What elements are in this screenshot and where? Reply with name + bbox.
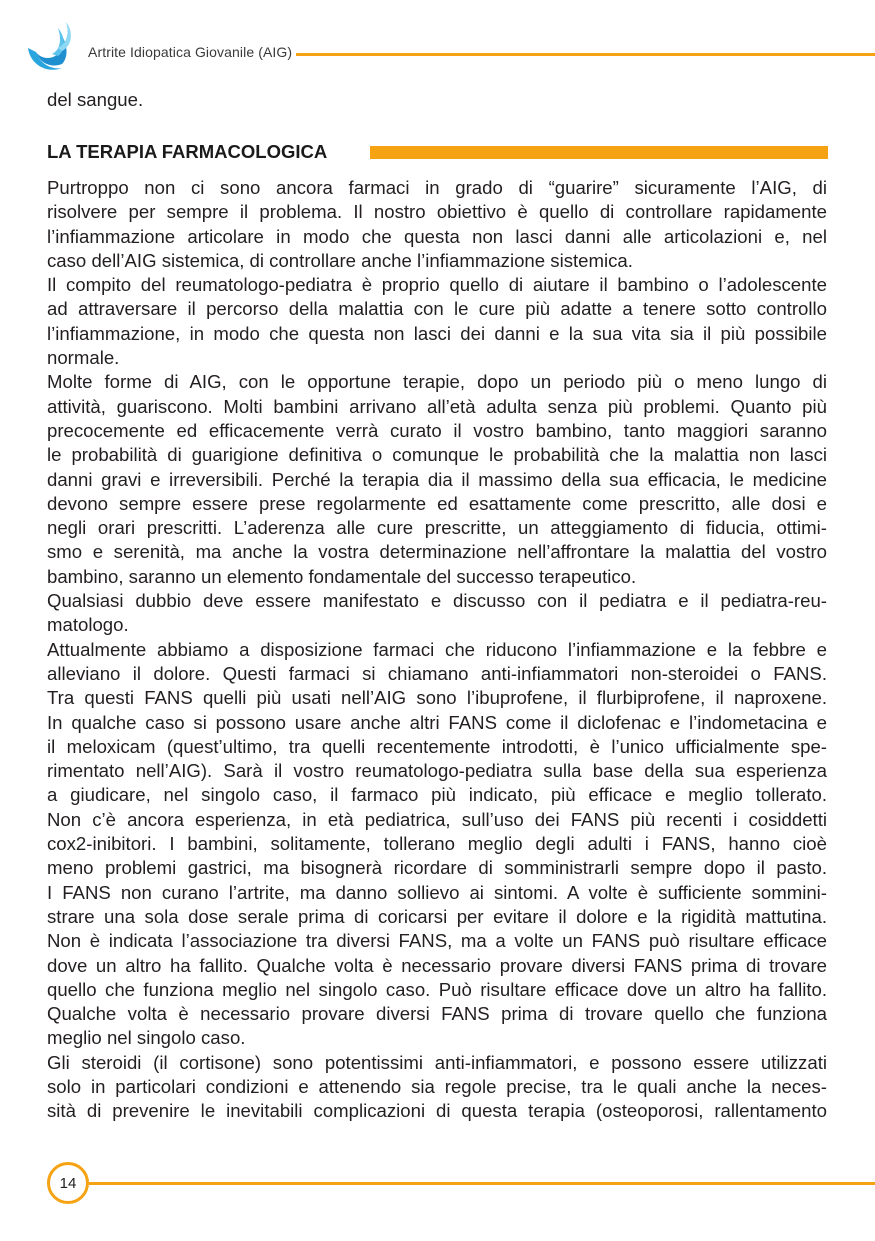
text-line: devono sempre essere prese regolarmente ed esattamente come prescritto, alle dosi e — [47, 492, 827, 514]
text-line: Molte forme di AIG, con le opportune terapie, dopo un periodo più o meno lungo di — [47, 371, 827, 393]
header-title: Artrite Idiopatica Giovanile (AIG) — [88, 44, 293, 60]
page-header — [0, 0, 875, 80]
text-line: il meloxicam (quest’ultimo, tra quelli recentemente introdotti, è l’unico ufficialmente spe- — [47, 735, 827, 757]
text-line: sità di prevenire le inevitabili complicazioni di questa terapia (osteoporosi, rallentamento — [47, 1100, 827, 1122]
page-footer — [0, 1160, 875, 1220]
page-number: 14 — [59, 1174, 77, 1192]
text-line: le probabilità di guarigione definitiva o comunque le probabilità che la malattia non lasci — [47, 444, 827, 466]
text-line: smo e serenità, ma anche la vostra determinazione nell’affrontare la malattia del vostro — [47, 541, 827, 563]
text-line: Gli steroidi (il cortisone) sono potentissimi anti-infiammatori, e possono essere utilizzati — [47, 1051, 827, 1073]
text-line: risolvere per sempre il problema. Il nostro obiettivo è quello di controllare rapidamente — [47, 201, 827, 223]
wave-logo-icon — [22, 18, 74, 76]
text-line: l’infiammazione articolare in modo che questa non lasci danni alle articolazioni e, nel — [47, 225, 827, 247]
text-line: negli orari prescritti. L’aderenza alle cure prescritte, un atteggiamento di fiducia, ottimi- — [47, 517, 827, 539]
text-line: l’infiammazione, in modo che questa non lasci dei danni e la sua vita sia il più possibile — [47, 322, 827, 344]
text-line: dove un altro ha fallito. Qualche volta è necessario provare diversi FANS prima di trovare — [47, 954, 827, 976]
text-line: Attualmente abbiamo a disposizione farmaci che riducono l’infiammazione e la febbre e — [47, 638, 827, 660]
text-line: quello che funziona meglio nel singolo caso. Può risultare efficace dove un altro ha fallito. — [47, 978, 827, 1000]
text-line: Non è indicata l’associazione tra diversi FANS, ma a volte un FANS può risultare efficace — [47, 930, 827, 952]
text-line: normale. — [47, 347, 120, 369]
text-line: rimentato nell’AIG). Sarà il vostro reumatologo-pediatra sulla base della sua esperienza — [47, 760, 827, 782]
page-number-badge — [47, 1162, 89, 1204]
text-line: solo in particolari condizioni e attenendo sia regole precise, tra le quali anche la neces- — [47, 1075, 827, 1097]
text-line: Il compito del reumatologo-pediatra è proprio quello di aiutare il bambino o l’adolescente — [47, 274, 827, 296]
header-rule — [296, 53, 875, 56]
text-line: Purtroppo non ci sono ancora farmaci in grado di “guarire” sicuramente l’AIG, di — [47, 177, 827, 198]
continuation-line: del sangue. — [47, 89, 144, 110]
text-line: alleviano il dolore. Questi farmaci si chiamano anti-infiammatori non-steroidei o FANS. — [47, 662, 827, 684]
text-line: meno problemi gastrici, ma bisognerà ricordare di somministrarli sempre dopo il pasto. — [47, 857, 827, 879]
text-line: meglio nel singolo caso. — [47, 1027, 246, 1049]
text-line: precocemente ed efficacemente verrà curato il vostro bambino, tanto maggiori saranno — [47, 419, 827, 441]
section-heading-row — [47, 141, 828, 165]
text-line: Qualche volta è necessario provare diversi FANS prima di trovare quello che funziona — [47, 1003, 827, 1025]
text-line: ad attraversare il percorso della malattia con le cure più adatte a tenere sotto controllo — [47, 298, 827, 320]
text-line: attività, guariscono. Molti bambini arrivano all’età adulta senza più problemi. Quanto più — [47, 395, 827, 417]
text-line: Qualsiasi dubbio deve essere manifestato e discusso con il pediatra e il pediatra-reu- — [47, 590, 827, 612]
text-line: a giudicare, nel singolo caso, il farmaco più indicato, più efficace e meglio tollerato. — [47, 784, 827, 806]
heading-accent-bar — [370, 146, 828, 159]
text-line: bambino, saranno un elemento fondamentale del successo terapeutico. — [47, 565, 637, 587]
text-line: strare una sola dose serale prima di coricarsi per evitare il dolore e la rigidità mattutina. — [47, 905, 827, 927]
footer-rule — [89, 1182, 875, 1185]
text-line: Tra questi FANS quelli più usati nell’AIG sono l’ibuprofene, il flurbiprofene, il naproxene. — [47, 687, 827, 709]
text-line: matologo. — [47, 614, 129, 636]
top-continuation — [47, 88, 827, 112]
text-line: danni gravi e irreversibili. Perché la terapia dia il massimo della sua efficacia, le medicine — [47, 468, 827, 490]
text-line: cox2-inibitori. I bambini, solitamente, tollerano meglio degli adulti i FANS, hanno cioè — [47, 833, 827, 855]
body-text — [47, 176, 827, 1124]
text-line: I FANS non curano l’artrite, ma danno sollievo ai sintomi. A volte è sufficiente sommini- — [47, 881, 827, 903]
text-line: Non c’è ancora esperienza, in età pediatrica, sull’uso dei FANS più recenti i cosiddetti — [47, 808, 827, 830]
section-heading: LA TERAPIA FARMACOLOGICA — [47, 141, 328, 162]
text-line: caso dell’AIG sistemica, di controllare anche l’infiammazione sistemica. — [47, 249, 633, 271]
text-line: In qualche caso si possono usare anche altri FANS come il diclofenac e l’indometacina e — [47, 711, 827, 733]
